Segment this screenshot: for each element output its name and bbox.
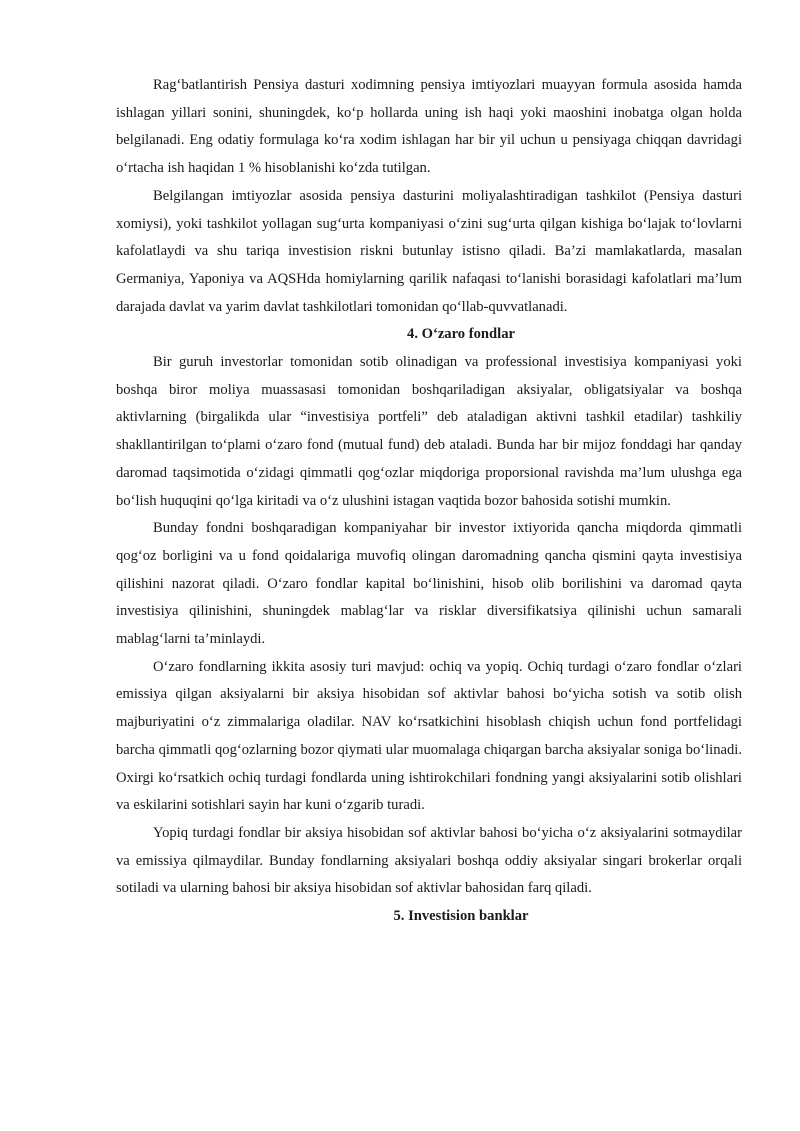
- paragraph-pension-formula: Rag‘batlantirish Pensiya dasturi xodimning pensiya imtiyozlari muayyan formula asosida hamda ishlagan yillari sonini, shuningdek, ko‘p hollarda uning ish haqi yoki maoshini inobatga olgan holda belgilanadi. Eng odatiy formulaga ko‘ra xodim ishlagan har bir yil uchun u pensiyaga chiqqan davridagi o‘rtacha ish haqidan 1 % hisoblanishi ko‘zda tutilgan.: [116, 77, 742, 177]
- paragraph-fund-management: Bunday fondni boshqaradigan kompaniyahar bir investor ixtiyorida qancha miqdorda qimmatli qog‘oz borligini va u fond qoidalariga muvofiq olingan daromadning qancha qismini qayta investisiya qilishini nazorat qiladi. O‘zaro fondlar kapital bo‘linishini, hisob olib borilishini va daromad qayta investisiya qilinishini, shuningdek mablag‘lar va risklar diversifikatsiya qilinishi uchun samarali mablag‘larni ta’minlaydi.: [116, 520, 742, 648]
- paragraph-mutual-fund-definition: Bir guruh investorlar tomonidan sotib olinadigan va professional investisiya kompaniyasi yoki boshqa biror moliya muassasasi tomonidan boshqariladigan aksiyalar, obligatsiyalar va boshqa aktivlarning (birgalikda ular “investisiya portfeli” deb ataladigan aktivni tashkil etadilar) tashkiliy shakllantirilgan to‘plami o‘zaro fond (mutual fund) deb ataladi. Bunda har bir mijoz fonddagi har qanday daromad taqsimotida o‘zidagi qimmatli qog‘ozlar miqdoriga proporsional ravishda ma’lum ulushga ega bo‘lish huquqini qo‘lga kiritadi va o‘z ulushini istagan vaqtida bozor bahosida sotishi mumkin.: [116, 354, 742, 509]
- document-page: [116, 72, 742, 931]
- section-heading-investment-banks: 5. Investision banklar: [393, 908, 529, 925]
- paragraph-closed-funds: Yopiq turdagi fondlar bir aksiya hisobidan sof aktivlar bahosi bo‘yicha o‘z aksiyalarini sotmaydilar va emissiya qilmaydilar. Bunday fondlarning aksiyalari boshqa oddiy aksiyalar singari brokerlar orqali sotiladi va ularning bahosi bir aksiya hisobidan sof aktivlar bahosidan farq qiladi.: [116, 824, 742, 897]
- section-heading-mutual-funds: 4. O‘zaro fondlar: [407, 326, 515, 343]
- paragraph-pension-guarantee: Belgilangan imtiyozlar asosida pensiya dasturini moliyalashtiradigan tashkilot (Pensiya dasturi xomiysi), yoki tashkilot yollagan sug‘urta kompaniyasi o‘zini sug‘urta qilgan kishiga bo‘lajak to‘lovlarni kafolatlaydi va shu tariqa investision riskni butunlay istisno qiladi. Ba’zi mamlakatlarda, masalan Germaniya, Yaponiya va AQSHda homiylarning qarilik nafaqasi to‘lanishi borasidagi kafolatlari ma’lum darajada davlat va yarim davlat tashkilotlari tomonidan qo‘llab-quvvatlanadi.: [116, 187, 742, 315]
- paragraph-fund-types: O‘zaro fondlarning ikkita asosiy turi mavjud: ochiq va yopiq. Ochiq turdagi o‘zaro fondlar o‘zlari emissiya qilgan aksiyalarni bir aksiya hisobidan sof aktivlar bahosi bo‘yicha sotish va sotib olish majburiyatini o‘z zimmalariga oladilar. NAV ko‘rsatkichini hisoblash chiqish uchun fond portfelidagi barcha qimmatli qog‘ozlarning bozor qiymati ular muomalaga chiqargan barcha aksiyalar soniga bo‘linadi. Oxirgi ko‘rsatkich ochiq turdagi fondlarda uning ishtirokchilari fondning yangi aksiyalarini sotib olishlari va eskilarini sotishlari sayin har kuni o‘zgarib turadi.: [116, 658, 742, 814]
